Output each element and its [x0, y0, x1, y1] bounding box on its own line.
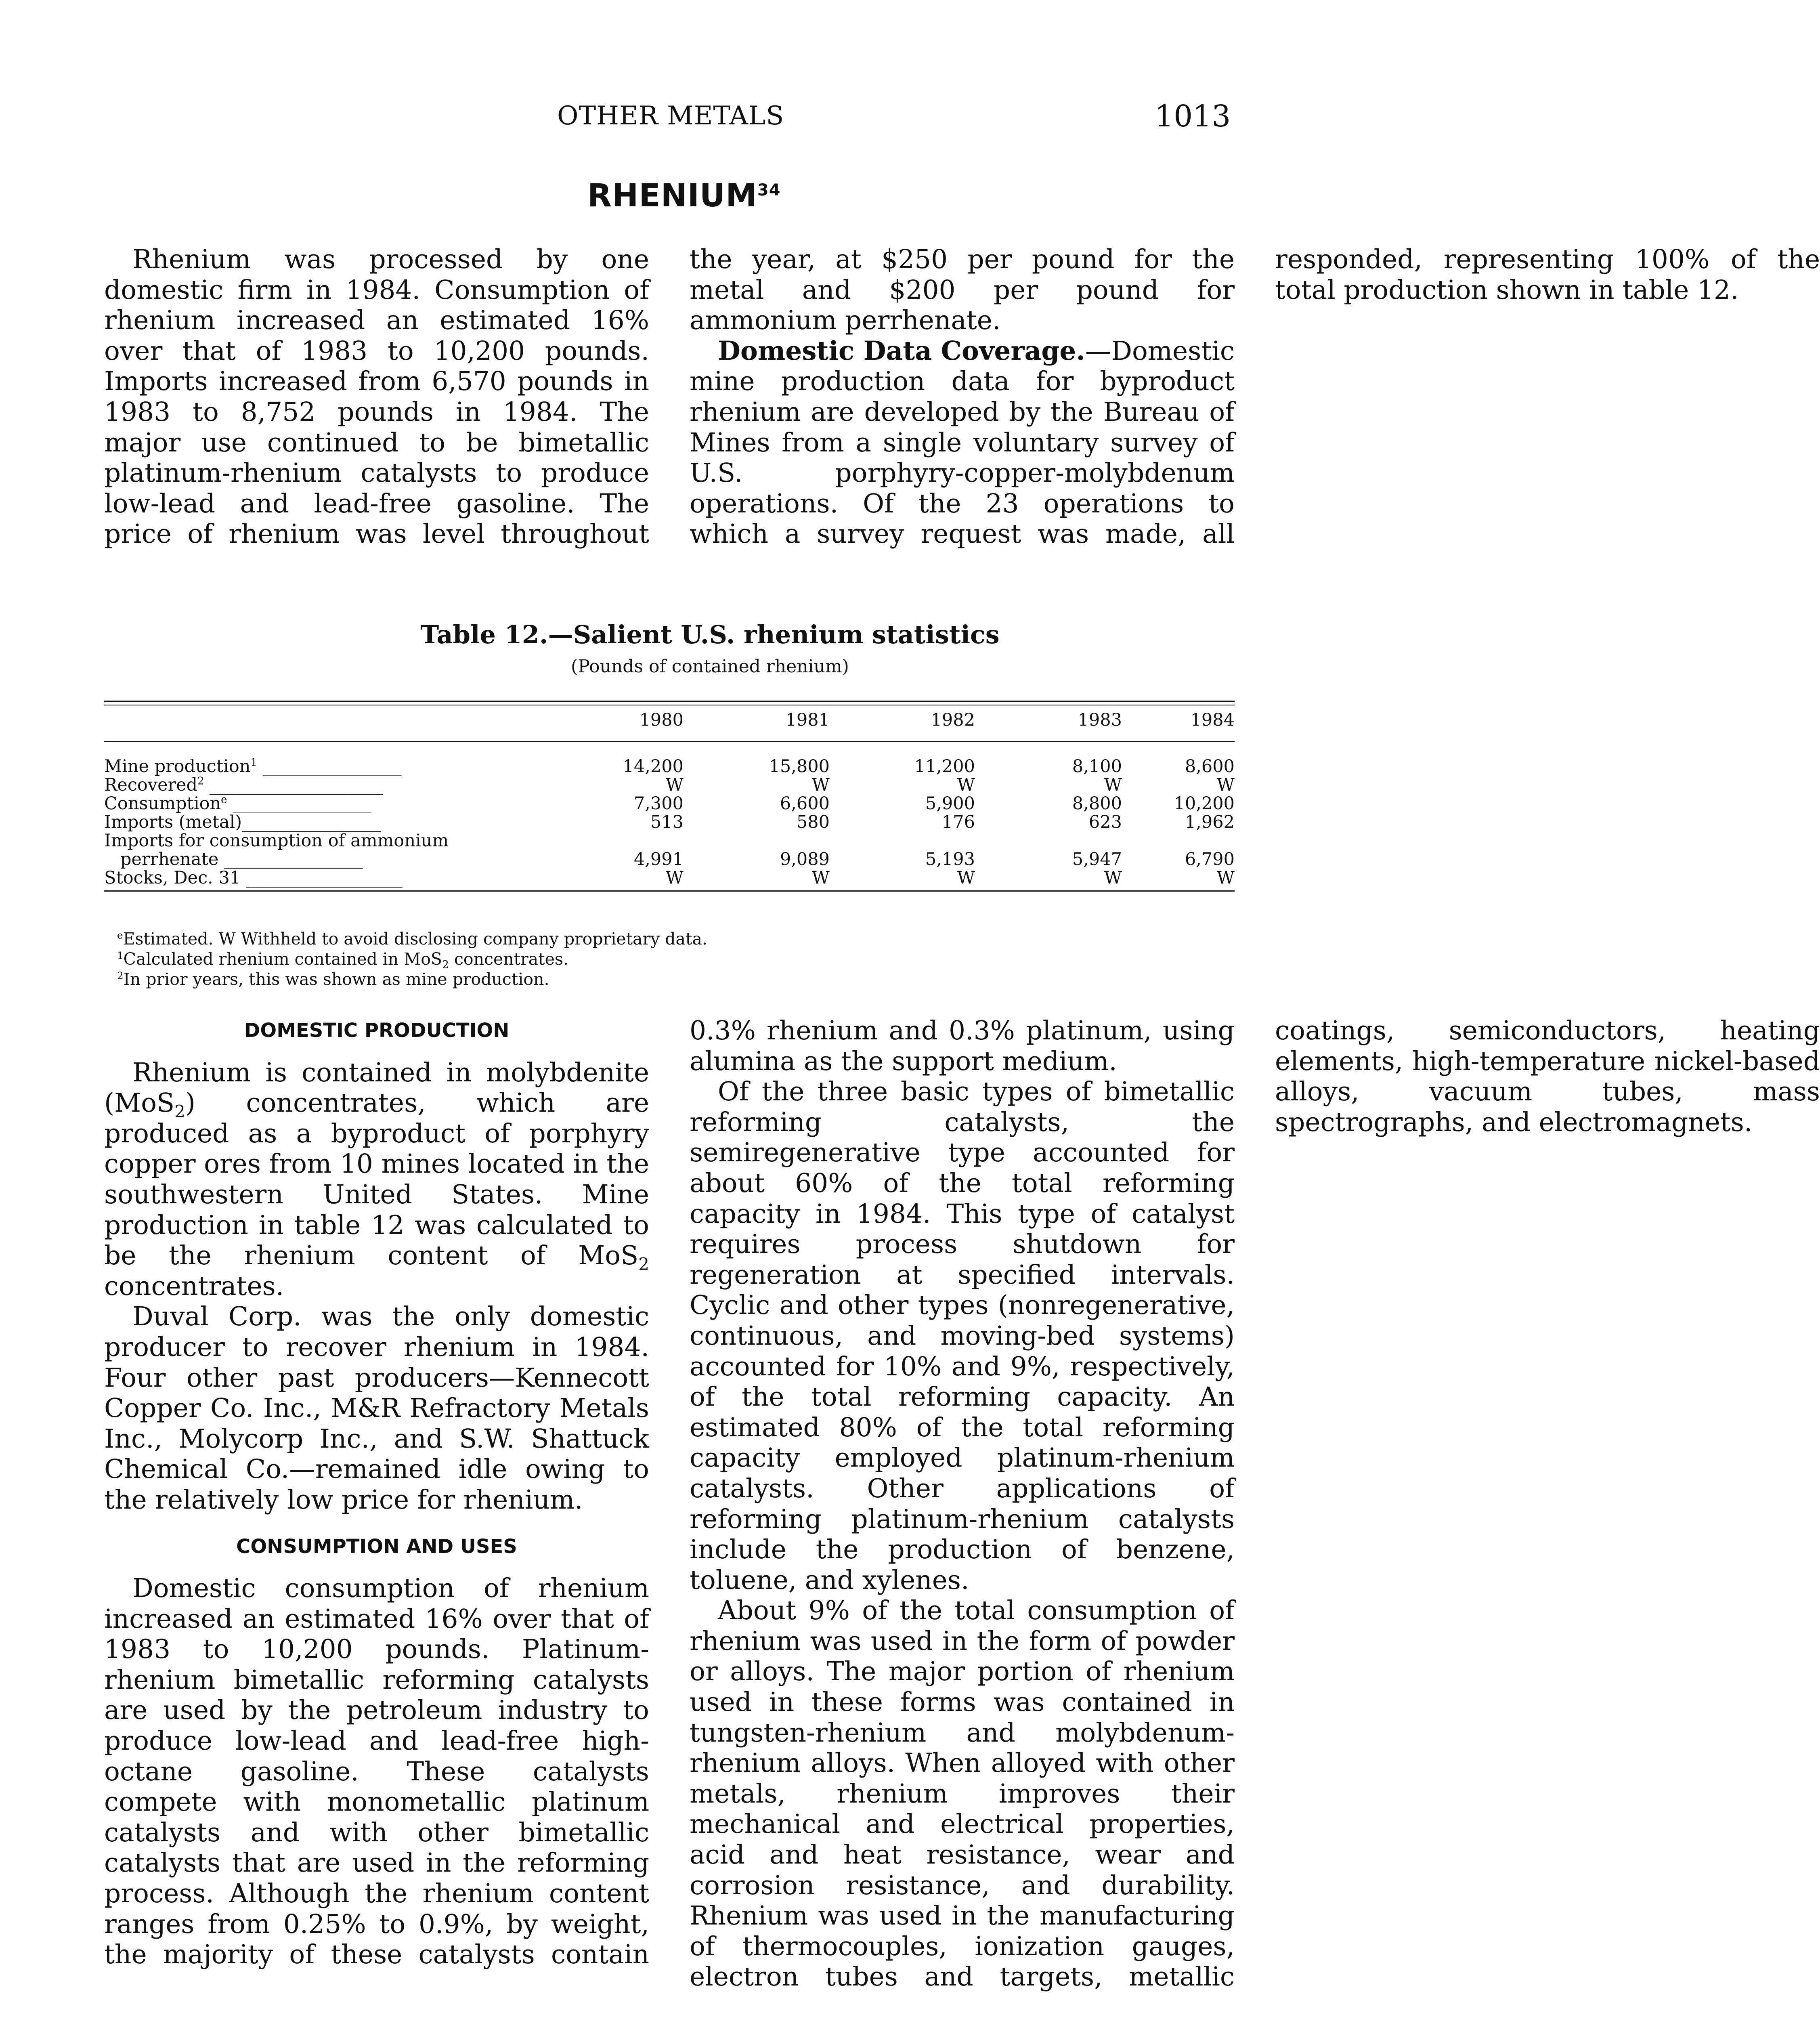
table-cell: 5,900 [925, 793, 975, 814]
table-cell: W [1104, 868, 1122, 888]
table-bottom-rule [104, 890, 1235, 892]
table-cell: 6,600 [780, 793, 830, 814]
section-title [587, 178, 781, 214]
table-cell: W [1104, 775, 1122, 795]
data-coverage-text: —Domestic mine production data for byproduct rhenium are developed by the Bureau of Mines from a single voluntary survey of U.S. porphyry-copper-molybdenum operations. Of the 23 operations to which a survey request was made, all responded, representing 100% of the total production shown in table 12. [690, 244, 1820, 550]
table-cell: 15,800 [769, 756, 830, 777]
table-cell: 4,991 [633, 849, 684, 869]
section-title-note: 34 [757, 181, 781, 199]
footnote: $^e$Estimated. W Withheld to avoid disclosing company proprietary data. [117, 929, 707, 949]
col-header: 1983 [1078, 710, 1122, 730]
consumption-p2: Of the three basic types of bimetallic reforming catalysts, the semiregenerative type accounted for about 60% of the total reforming capacity in 1984. This type of catalyst requires process shutdown for regeneration at specified intervals. Cyclic and other types (nonregenerative, continuous, and moving-bed systems) accounted for 10% and 9%, respectively, of the total reforming capacity. An estimated 80% of the total reforming capacity employed platinum-rhenium catalysts. Other applications of reforming platinum-rhenium catalysts include the production of benzene, toluene, and xylenes. [690, 1077, 1235, 1595]
table-cell: 513 [650, 812, 684, 832]
table-cell: 6,790 [1185, 849, 1235, 869]
table-cell: 7,300 [633, 793, 684, 814]
table-cell: 8,600 [1185, 756, 1235, 777]
table-cell: W [665, 775, 684, 795]
table-cell: W [957, 868, 975, 888]
row-label: Imports for consumption of ammonium perrhenate ________________ [104, 831, 449, 869]
page-number: 1013 [1155, 99, 1231, 134]
consumption-p3: About 9% of the total consumption of rhenium was used in the form of powder or alloys. The major portion of rhenium used in these forms was contained in tungsten-rhenium and molybdenum-rhenium alloys. When alloyed with other metals, rhenium improves their mechanical and electrical properties, acid and heat resistance, wear and corrosion resistance, and durability. Rhenium was used in the manufacturing of thermocouples, ionization gauges, electron tubes and targets, metallic coatings, semiconductors, heating elements, high-temperature nickel-based alloys, vacuum tubes, mass spectrographs, and electromagnets. [690, 1016, 1820, 1992]
table-cell: 8,800 [1072, 793, 1122, 814]
table-cell: W [665, 868, 684, 888]
table-cell: 9,089 [780, 849, 830, 869]
row-label: Stocks, Dec. 31 __________________ [104, 868, 403, 888]
col-header: 1984 [1190, 710, 1235, 730]
table-cell: W [1216, 868, 1235, 888]
row-label: Recovered$^2$ ____________________ [104, 775, 384, 795]
section-title-text: RHENIUM [587, 178, 757, 214]
row-label: Consumption$^e$ ________________ [104, 793, 372, 814]
data-coverage-head: Domestic Data Coverage. [718, 335, 1085, 366]
domestic-production-p2: Duval Corp. was the only domestic producer to recover rhenium in 1984. Four other past producers—Kennecott Copper Co. Inc., M&R Refractory Metals Inc., Molycorp Inc., and S.W. Shattuck Chemical Co.—remained idle owing to the relatively low price for rhenium. [104, 1301, 649, 1515]
footnote: $^1$Calculated rhenium contained in MoS$_2$ concentrates. [117, 949, 568, 972]
table-header-rule [104, 741, 1235, 742]
intro-paragraph: Rhenium was processed by one domestic firm in 1984. Consumption of rhenium increased an estimated 16% over that of 1983 to 10,200 pounds. Imports increased from 6,570 pounds in 1983 to 8,752 pounds in 1984. The major use continued to be bimetallic platinum-rhenium catalysts to produce low-lead and lead-free gasoline. The price of rhenium was level throughout the year, at $250 per pound for the metal and $200 per pound for ammonium perrhenate. [104, 244, 1235, 550]
col-header: 1980 [639, 710, 684, 730]
row-label: Imports (metal)________________ [104, 812, 381, 832]
table-cell: 10,200 [1174, 793, 1235, 814]
table-cell: W [811, 775, 830, 795]
intro-text [104, 244, 1820, 579]
running-head: OTHER METALS [557, 101, 784, 131]
domestic-production-heading: DOMESTIC PRODUCTION [244, 1019, 510, 1042]
table-subtitle: (Pounds of contained rhenium) [571, 656, 849, 677]
body-text [104, 1016, 1820, 2005]
col-header: 1982 [931, 710, 975, 730]
table-cell: 5,947 [1072, 849, 1122, 869]
footnote: $^2$In prior years, this was shown as mine production. [117, 970, 549, 989]
table-cell: W [957, 775, 975, 795]
table-cell: 11,200 [914, 756, 975, 777]
table-cell: 580 [796, 812, 830, 832]
table-cell: 623 [1088, 812, 1122, 832]
table-top-rule [104, 701, 1235, 702]
table-cell: 176 [941, 812, 975, 832]
table-cell: 1,962 [1185, 812, 1235, 832]
col-header: 1981 [785, 710, 830, 730]
table-cell: W [1216, 775, 1235, 795]
table-cell: 5,193 [925, 849, 975, 869]
table-cell: 14,200 [623, 756, 684, 777]
consumption-heading: CONSUMPTION AND USES [236, 1535, 517, 1558]
table-title: Table 12.—Salient U.S. rhenium statistics [420, 620, 1000, 649]
table-cell: 8,100 [1072, 756, 1122, 777]
domestic-production-p1: Rhenium is contained in molybdenite (MoS$_2$) concentrates, which are produced as a byproduct of porphyry copper ores from 10 mines located in the southwestern United States. Mine production in table 12 was calculated to be the rhenium content of MoS$_2$ concentrates. [104, 1057, 649, 1301]
table-footnotes [117, 929, 707, 989]
consumption-p1: Domestic consumption of rhenium increased an estimated 16% over that of 1983 to 10,200 pounds. Platinum-rhenium bimetallic reforming catalysts are used by the petroleum industry to produce low-lead and lead-free high-octane gasoline. These catalysts compete with monometallic platinum catalysts and with other bimetallic catalysts that are used in the reforming process. Although the rhenium content ranges from 0.25% to 0.9%, by weight, the majority of these catalysts contain 0.3% rhenium and 0.3% platinum, using alumina as the support medium. [104, 1016, 1235, 1970]
row-label: Mine production$^1$ ________________ [104, 756, 402, 777]
table-cell: W [811, 868, 830, 888]
